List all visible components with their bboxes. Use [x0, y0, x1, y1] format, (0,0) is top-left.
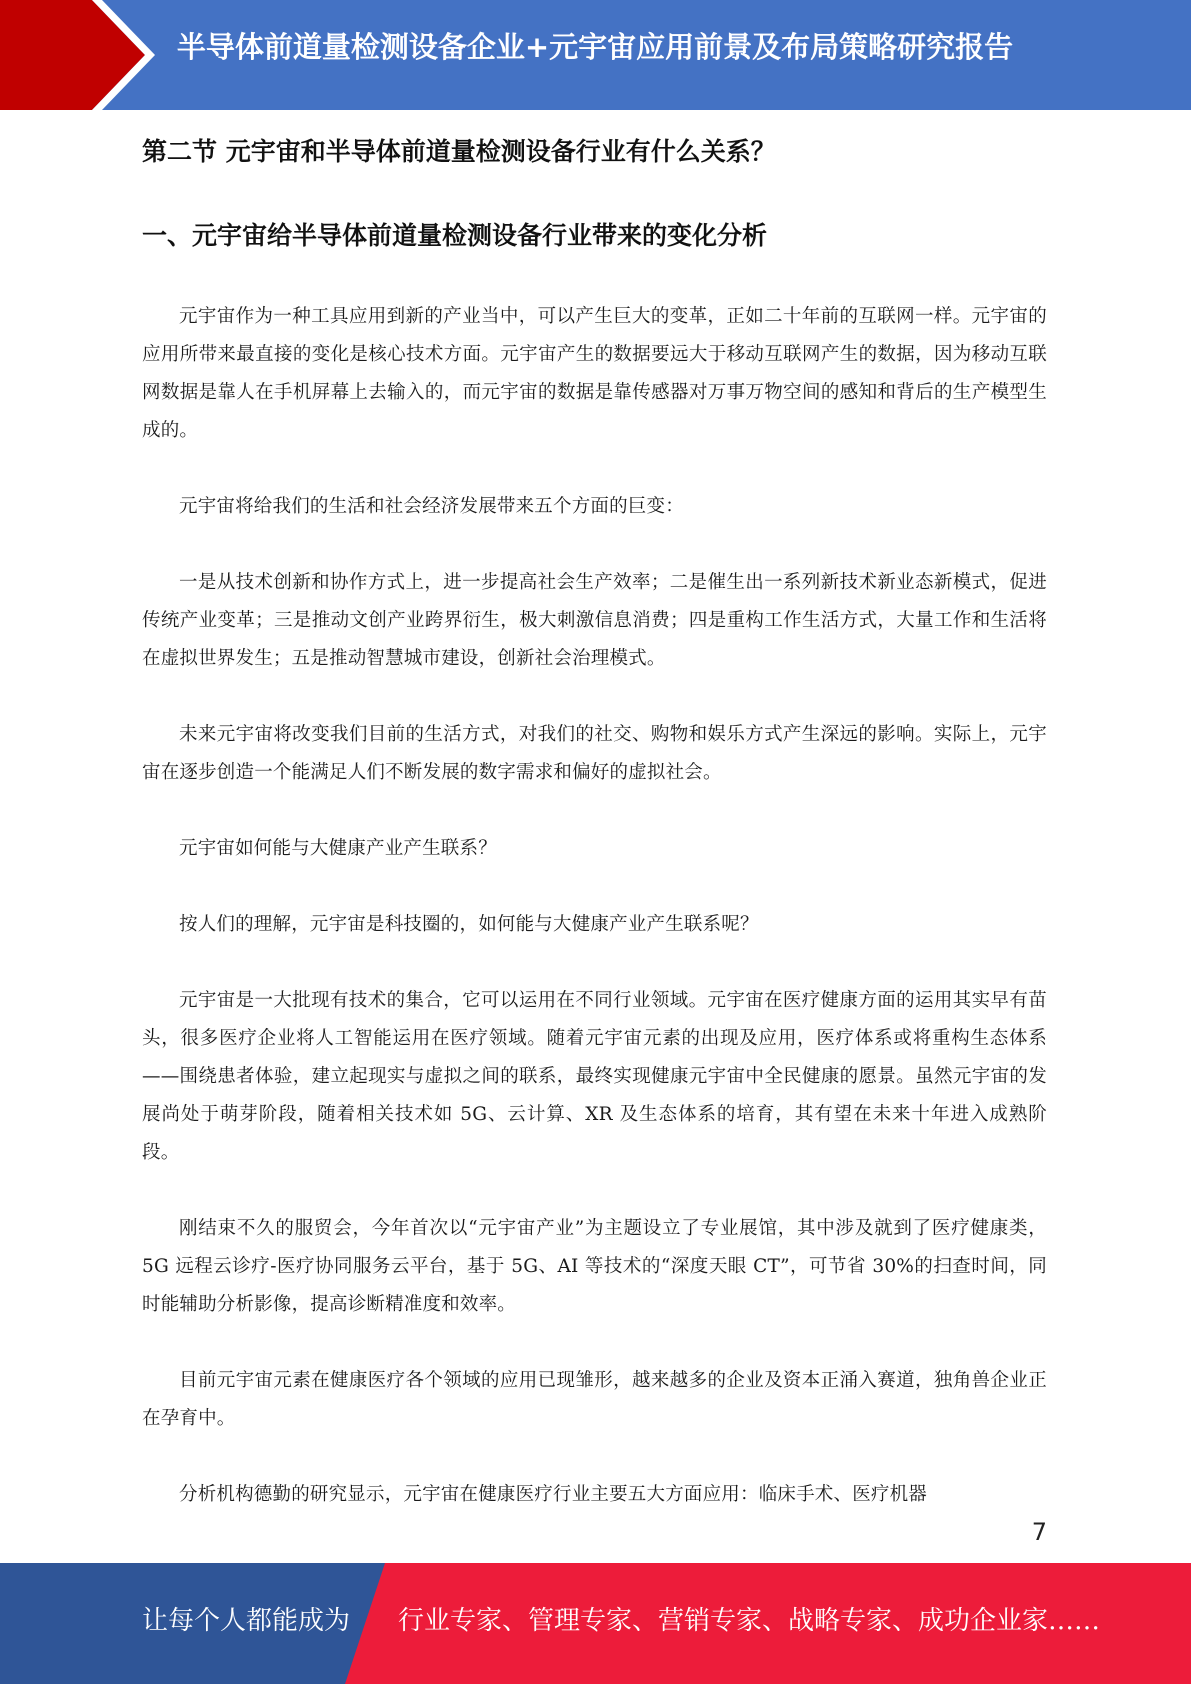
paragraph: 元宇宙是一大批现有技术的集合，它可以运用在不同行业领域。元宇宙在医疗健康方面的运用其实早有苗头，很多医疗企业将人工智能运用在医疗领域。随着元宇宙元素的出现及应用，医疗体系或将重构生态体系——围绕患者体验，建立起现实与虚拟之间的联系，最终实现健康元宇宙中全民健康的愿景。虽然元宇宙的发展尚处于萌芽阶段，随着相关技术如 5G、云计算、XR 及生态体系的培育，其有望在未来十年进入成熟阶段。: [142, 990, 1047, 1163]
paragraph: 按人们的理解，元宇宙是科技圈的，如何能与大健康产业产生联系呢？: [179, 914, 759, 935]
paragraph: 元宇宙将给我们的生活和社会经济发展带来五个方面的巨变：: [179, 496, 684, 517]
report-title: 半导体前道量检测设备企业+元宇宙应用前景及布局策略研究报告: [176, 30, 1014, 64]
paragraph: 刚结束不久的服贸会，今年首次以“元宇宙产业”为主题设立了专业展馆，其中涉及就到了医疗健康类，5G 远程云诊疗-医疗协同服务云平台，基于 5G、AI 等技术的“深度天眼 CT”，可节省 30%的扫查时间，同时能辅助分析影像，提高诊断精准度和效率。: [142, 1218, 1047, 1315]
footer-slogan-right: 行业专家、管理专家、营销专家、战略专家、成功企业家……: [398, 1606, 1101, 1636]
footer-slogan-left: 让每个人都能成为: [142, 1606, 351, 1636]
paragraph: 分析机构德勤的研究显示，元宇宙在健康医疗行业主要五大方面应用：临床手术、医疗机器: [179, 1484, 928, 1505]
page-content: [142, 120, 1047, 1514]
report-header: [0, 0, 1191, 110]
paragraph: 目前元宇宙元素在健康医疗各个领域的应用已现雏形，越来越多的企业及资本正涌入赛道，独角兽企业正在孕育中。: [142, 1370, 1047, 1429]
section-heading: 第二节 元宇宙和半导体前道量检测设备行业有什么关系？: [142, 137, 776, 166]
page-number: 7: [1031, 1518, 1047, 1546]
subsection-heading: 一、元宇宙给半导体前道量检测设备行业带来的变化分析: [142, 221, 768, 250]
paragraph: 元宇宙作为一种工具应用到新的产业当中，可以产生巨大的变革，正如二十年前的互联网一样。元宇宙的应用所带来最直接的变化是核心技术方面。元宇宙产生的数据要远大于移动互联网产生的数据，因为移动互联网数据是靠人在手机屏幕上去输入的，而元宇宙的数据是靠传感器对万事万物空间的感知和背后的生产模型生成的。: [142, 306, 1047, 441]
report-footer: [0, 1563, 1191, 1684]
paragraph: 未来元宇宙将改变我们目前的生活方式，对我们的社交、购物和娱乐方式产生深远的影响。实际上，元宇宙在逐步创造一个能满足人们不断发展的数字需求和偏好的虚拟社会。: [142, 724, 1047, 783]
paragraph: 元宇宙如何能与大健康产业产生联系？: [179, 838, 497, 859]
header-arrow-decoration: [0, 0, 170, 110]
paragraph: 一是从技术创新和协作方式上，进一步提高社会生产效率；二是催生出一系列新技术新业态新模式，促进传统产业变革；三是推动文创产业跨界衍生，极大刺激信息消费；四是重构工作生活方式，大量工作和生活将在虚拟世界发生；五是推动智慧城市建设，创新社会治理模式。: [142, 572, 1047, 669]
